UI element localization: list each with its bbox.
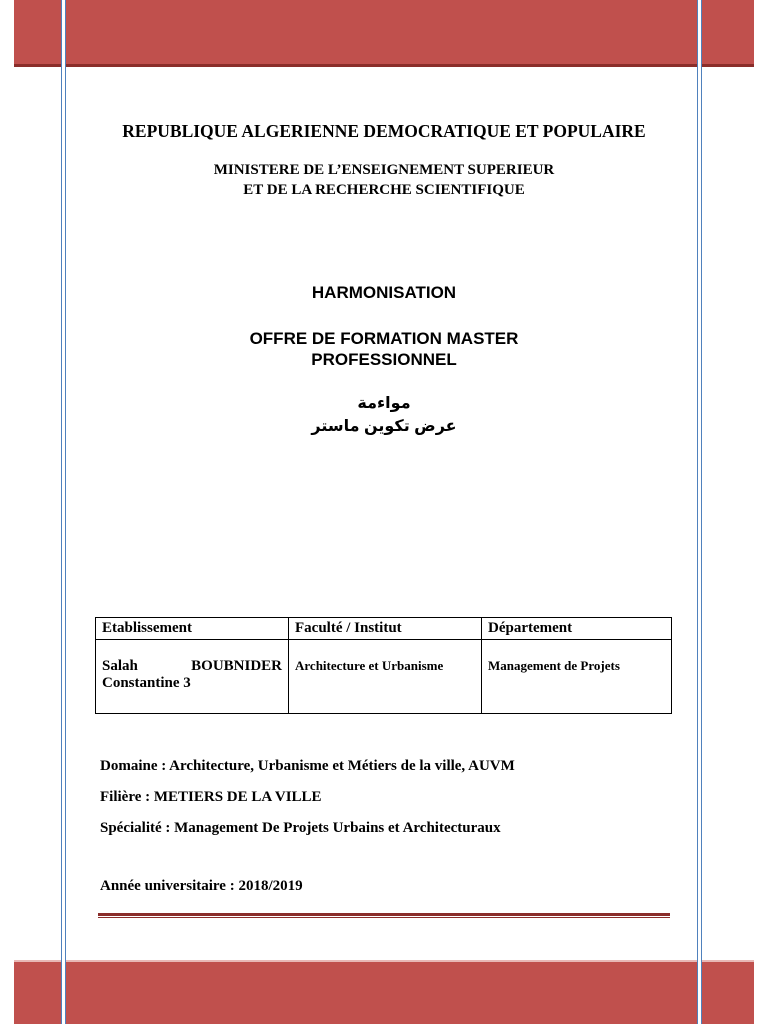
etablissement-word-1: Salah — [102, 658, 138, 674]
cell-faculte: Architecture et Urbanisme — [289, 640, 482, 714]
arabic-title-line-1: مواءمة — [357, 395, 411, 412]
table-row — [96, 640, 672, 714]
annee-universitaire-field: Année universitaire : 2018/2019 — [100, 878, 303, 894]
header-departement: Département — [482, 618, 672, 640]
republic-heading: REPUBLIQUE ALGERIENNE DEMOCRATIQUE ET POPULAIRE — [122, 121, 646, 141]
cell-departement: Management de Projets — [482, 640, 672, 714]
offer-title-line-1: OFFRE DE FORMATION MASTER — [249, 329, 519, 348]
etablissement-line-1 — [102, 658, 282, 675]
table-header-row — [96, 618, 672, 640]
specialite-field: Spécialité : Management De Projets Urbains et Architecturaux — [100, 820, 501, 836]
bottom-decorative-band — [14, 962, 754, 1024]
left-vertical-border — [61, 0, 66, 1024]
bottom-rule-thin — [98, 917, 670, 918]
arabic-title-line-2: عرض تكوين ماستر — [311, 418, 457, 435]
header-faculte: Faculté / Institut — [289, 618, 482, 640]
filiere-field: Filière : METIERS DE LA VILLE — [100, 789, 322, 805]
header-etablissement: Etablissement — [96, 618, 289, 640]
etablissement-line-2: Constantine 3 — [102, 675, 191, 691]
right-vertical-border — [697, 0, 702, 1024]
top-decorative-band — [14, 0, 754, 64]
etablissement-word-2: BOUBNIDER — [191, 658, 282, 674]
ministry-line-1: MINISTERE DE L’ENSEIGNEMENT SUPERIEUR — [213, 162, 555, 178]
domaine-field: Domaine : Architecture, Urbanisme et Métiers de la ville, AUVM — [100, 758, 515, 774]
top-band-shadow — [14, 64, 754, 67]
ministry-line-2: ET DE LA RECHERCHE SCIENTIFIQUE — [243, 182, 525, 198]
bottom-rule-thick — [98, 913, 670, 916]
institution-table — [95, 617, 672, 714]
offer-title-line-2: PROFESSIONNEL — [311, 350, 457, 369]
cell-etablissement — [96, 640, 289, 714]
harmonisation-title: HARMONISATION — [311, 283, 457, 302]
